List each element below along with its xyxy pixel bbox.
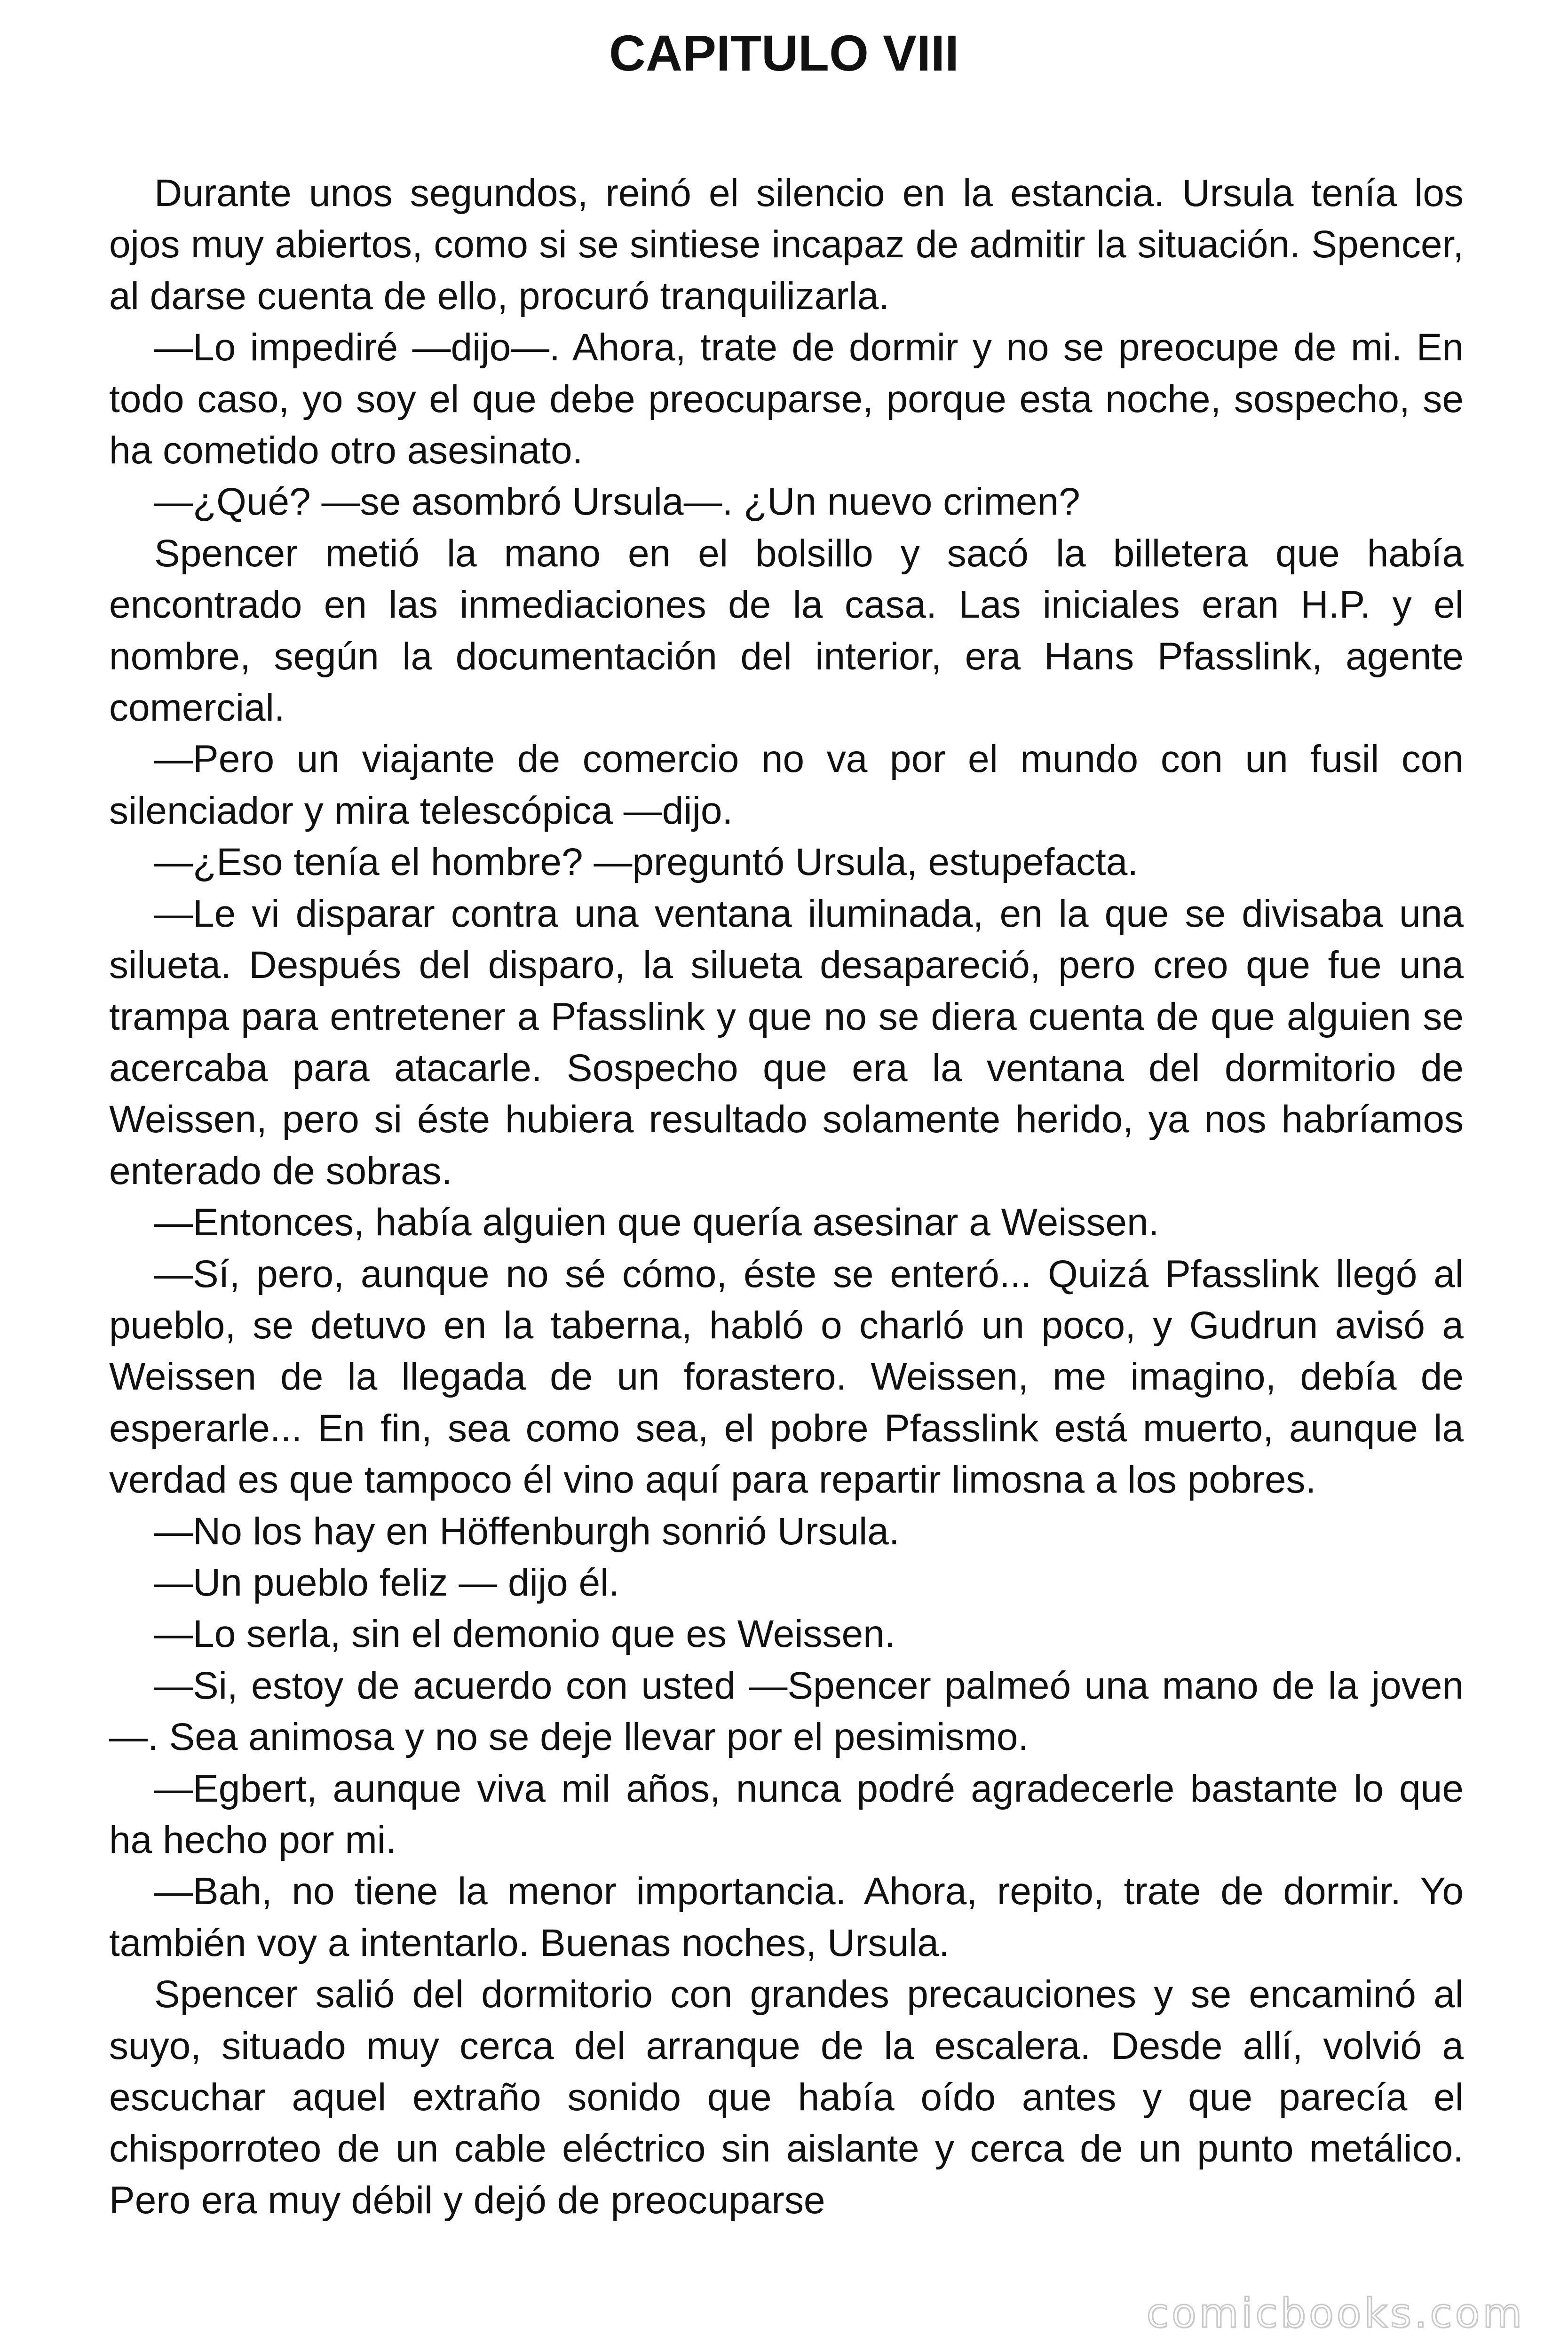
paragraph: —Sí, pero, aunque no sé cómo, éste se enteró... Quizá Pfasslink llegó al pueblo, se detuvo en la taberna, habló o charló un poco, y Gudrun avisó a Weissen de la llegada de un forastero. Weissen, me imagino, debía de esperarle... En fin, sea como sea, el pobre Pfasslink está muerto, aunque la verdad es que tampoco él vino aquí para repartir limosna a los pobres. [109,1252,1464,1502]
paragraph: —Le vi disparar contra una ventana iluminada, en la que se divisaba una silueta. Después del disparo, la silueta desapareció, pero creo que fue una trampa para entretener a Pfasslink y que no se diera cuenta de que alguien se acercaba para atacarle. Sospecho que era la ventana del dormitorio de Weissen, pero si éste hubiera resultado solamente herido, ya nos habríamos enterado de sobras. [109,892,1464,1192]
paragraph: Spencer salió del dormitorio con grandes precauciones y se encaminó al suyo, situado muy cerca del arranque de la escalera. Desde allí, volvió a escuchar aquel extraño sonido que había oído antes y que parecía el chisporroteo de un cable eléctrico sin aislante y cerca de un punto metálico. Pero era muy débil y dejó de preocuparse [109,1973,1464,2222]
paragraph: Durante unos segundos, reinó el silencio en la estancia. Ursula tenía los ojos muy abiertos, como si se sintiese incapaz de admitir la situación. Spencer, al darse cuenta de ello, procuró tranquilizarla. [109,172,1464,318]
paragraph: Spencer metió la mano en el bolsillo y sacó la billetera que había encontrado en las inmediaciones de la casa. Las iniciales eran H.P. y el nombre, según la documentación del interior, era Hans Pfasslink, agente comercial. [109,532,1464,730]
paragraph: —Pero un viajante de comercio no va por el mundo con un fusil con silenciador y mira telescópica —dijo. [109,738,1464,832]
chapter-title: CAPITULO VIII [609,24,959,81]
body-text [109,167,1464,2226]
paragraph: —Bah, no tiene la menor importancia. Ahora, repito, trate de dormir. Yo también voy a intentarlo. Buenas noches, Ursula. [109,1870,1464,1964]
paragraph: —Entonces, había alguien que quería asesinar a Weissen. [154,1201,1159,1244]
paragraph: —Si, estoy de acuerdo con usted —Spencer palmeó una mano de la joven—. Sea animosa y no se deje llevar por el pesimismo. [109,1664,1464,1759]
paragraph: —Un pueblo feliz — dijo él. [154,1561,620,1604]
paragraph: —Lo serla, sin el demonio que es Weissen. [154,1613,895,1656]
paragraph: —¿Eso tenía el hombre? —preguntó Ursula, estupefacta. [154,841,1139,884]
watermark: comicbooks.com [1146,2290,1525,2337]
paragraph: —Lo impediré —dijo—. Ahora, trate de dormir y no se preocupe de mi. En todo caso, yo soy el que debe preocuparse, porque esta noche, sospecho, se ha cometido otro asesinato. [109,326,1464,472]
paragraph: —No los hay en Höffenburgh sonrió Ursula. [154,1510,900,1553]
paragraph: —¿Qué? —se asombró Ursula—. ¿Un nuevo crimen? [154,480,1080,524]
paragraph: —Egbert, aunque viva mil años, nunca podré agradecerle bastante lo que ha hecho por mi. [109,1767,1464,1861]
